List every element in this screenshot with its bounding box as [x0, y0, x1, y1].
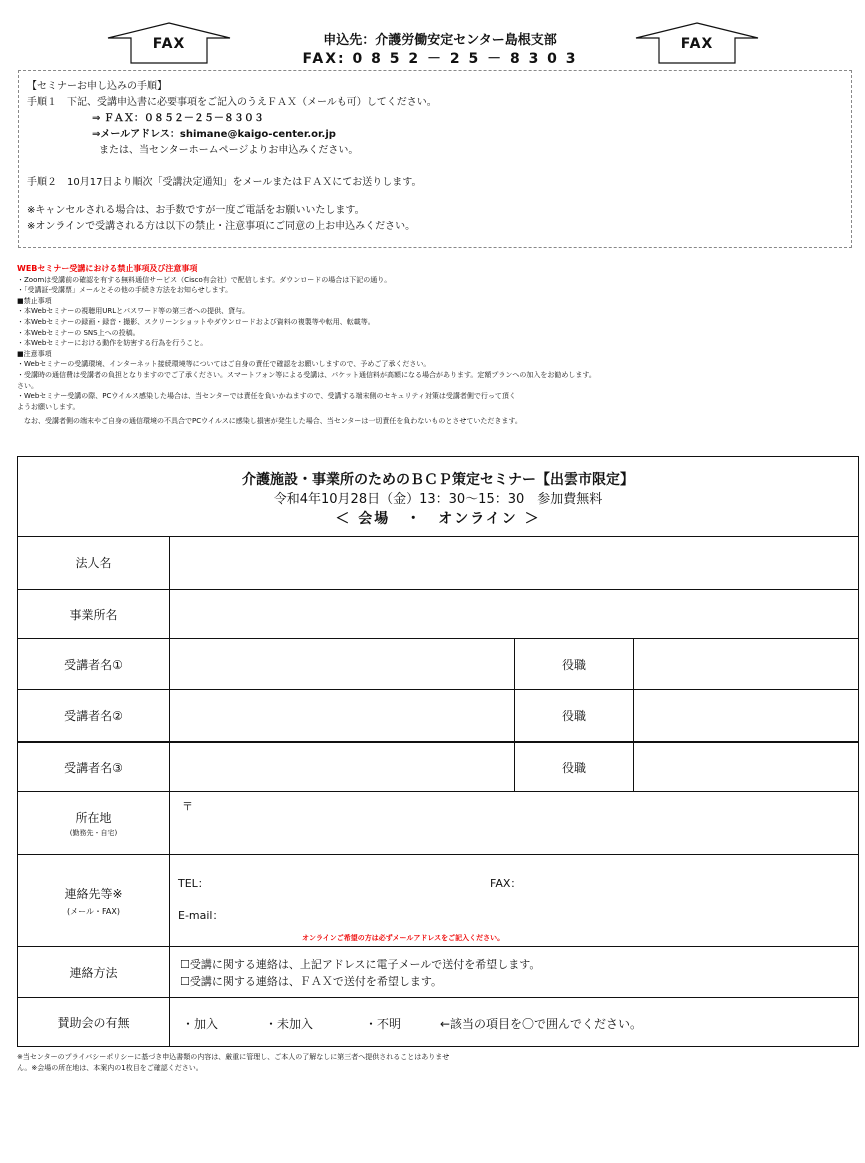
row-attendee3	[18, 743, 858, 792]
label-role: 役職	[514, 743, 634, 791]
attendee1-name-field[interactable]	[170, 639, 514, 689]
address-field[interactable]	[170, 792, 858, 854]
tel-label[interactable]: TEL：	[178, 877, 209, 890]
label-attendee3: 受講者名③	[18, 743, 170, 791]
row-membership	[18, 998, 858, 1046]
notes-heading: WEBセミナー受講における禁止事項及び注意事項	[17, 264, 198, 273]
step1-fax: ⇒ ＦＡＸ：０８５２－２５－８３０３	[92, 113, 264, 124]
attendee2-name-field[interactable]	[170, 690, 514, 741]
label-corp: 法人名	[18, 536, 170, 589]
label-contact	[18, 855, 170, 946]
label-attendee1: 受講者名①	[18, 639, 170, 689]
destination: 申込先：介護労働安定センター島根支部	[323, 33, 557, 48]
label-attendee2: 受講者名②	[18, 690, 170, 741]
step1-web: または、当センターホームページよりお申込みください。	[99, 145, 359, 156]
member-option-unknown[interactable]: ・不明	[365, 1017, 402, 1031]
notes-line: ・Zoomは受講前の確認を有する無料通信サービス（Cisco有会社）で配信します。ダウンロードの場合は下記の通り。	[17, 275, 392, 284]
row-contact	[18, 855, 858, 947]
notes-line: ■禁止事項	[17, 296, 52, 305]
method-fax-checkbox[interactable]: ☐受講に関する連絡は、ＦＡＸで送付を希望します。	[180, 975, 442, 988]
member-note: ←該当の項目を〇で囲んでください。	[440, 1017, 643, 1031]
attendee1-role-field[interactable]	[633, 639, 858, 689]
label-role: 役職	[514, 690, 634, 741]
attendee2-role-field[interactable]	[633, 690, 858, 741]
label-contact-sub: (メール・FAX)	[67, 906, 120, 916]
email-note: オンラインご希望の方は必ずメールアドレスをご記入ください。	[302, 934, 505, 942]
method-options	[170, 947, 858, 997]
notes-line: なお、受講者側の端末やご自身の通信環境の不具合でPCウイルスに感染し損害が発生した場合、当センターは一切責任を負わないものとさせていただきます。	[17, 417, 522, 426]
fax-arrow-left	[106, 22, 232, 64]
row-corp	[18, 536, 858, 590]
privacy-footer	[17, 1052, 852, 1074]
label-role: 役職	[514, 639, 634, 689]
notes-line: ・Webセミナーの受講環境、インターネット接続環境等についてはご自身の責任で確認をお願いしますので、予めご了承ください。	[17, 360, 431, 369]
attendee3-role-field[interactable]	[633, 743, 858, 791]
row-method	[18, 947, 858, 998]
instructions-box	[18, 70, 852, 248]
label-address-text: 所在地	[75, 810, 112, 825]
attendee3-name-field[interactable]	[170, 743, 514, 791]
step2: 手順２ 10月17日より順次「受講決定通知」をメールまたはＦＡＸにてお送りします。	[27, 177, 422, 188]
corp-name-field[interactable]	[170, 536, 858, 589]
label-membership: 賛助会の有無	[18, 998, 170, 1046]
method-email-checkbox[interactable]: ☐受講に関する連絡は、上記アドレスに電子メールで送付を希望します。	[180, 958, 541, 971]
fax-number: FAX: 0 8 5 2 － 2 5 － 8 3 0 3	[302, 51, 578, 67]
label-method: 連絡方法	[18, 947, 170, 997]
form-title: 介護施設・事業所のためのＢＣＰ策定セミナー【出雲市限定】	[242, 472, 634, 488]
notes-line: ・本Webセミナーにおける動作を妨害する行為を行うこと。	[17, 339, 208, 348]
notes-line: ■注意事項	[17, 349, 52, 358]
row-attendee2	[18, 690, 858, 743]
row-address	[18, 792, 858, 855]
footer-line1: ※当センターのプライバシーポリシーに基づき申込書類の内容は、厳重に管理し、ご本人の了解なしに第三者へ提供されることはありませ	[17, 1053, 450, 1061]
step1: 手順１ 下記、受講申込書に必要事項をご記入のうえＦＡＸ（メールも可）してください。	[27, 97, 437, 108]
form-venue: ＜ 会場 ・ オンライン ＞	[335, 511, 541, 527]
label-address-sub: (勤務先・自宅)	[69, 828, 118, 837]
notes-line: ・「受講証-受講票」メールとその他の手続き方法をお知らせします。	[17, 286, 233, 295]
row-attendee1	[18, 639, 858, 690]
notes-line: ようお願いします。	[17, 402, 80, 411]
notes-line: ・受講時の通信費は受講者の負担となりますのでご了承ください。スマートフォン等による受講は、パケット通信料が高額になる場合があります。定額プランへの加入をお勧めします。	[17, 370, 596, 379]
fax-label-right: FAX	[680, 36, 714, 52]
membership-options	[170, 998, 858, 1046]
notes-line: さい。	[17, 381, 38, 390]
note-online: ※オンラインで受講される方は以下の禁止・注意事項にご同意の上お申込みください。	[27, 221, 416, 232]
member-option-not-joined[interactable]: ・未加入	[265, 1017, 314, 1031]
label-address	[18, 792, 170, 854]
step1-mail: ⇒メールアドレス：shimane@kaigo-center.or.jp	[92, 129, 336, 140]
notes-line: ・本Webセミナーの視聴用URLとパスワード等の第三者への提供、貸与。	[17, 307, 250, 316]
fax-label[interactable]: FAX：	[490, 877, 522, 890]
office-name-field[interactable]	[170, 590, 858, 638]
notes-line: ・本Webセミナーの SNS上への投稿。	[17, 328, 140, 337]
form-title-box	[18, 457, 858, 537]
note-cancel: ※キャンセルされる場合は、お手数ですが一度ご電話をお願いいたします。	[27, 205, 365, 216]
row-office	[18, 590, 858, 639]
notes-line: ・Webセミナー受講の際、PCウイルス感染した場合は、当センターでは責任を負いかねますので、受講する端末側のセキュリティ対策は受講者側で行って頂く	[17, 392, 516, 401]
contact-field	[170, 855, 858, 946]
fax-arrow-right	[634, 22, 760, 64]
member-option-joined[interactable]: ・加入	[182, 1017, 219, 1031]
application-form	[17, 456, 859, 1047]
footer-line2: ん。※会場の所在地は、本案内の1枚目をご確認ください。	[17, 1064, 203, 1072]
notes-section	[17, 264, 852, 427]
instructions-heading: 【セミナーお申し込みの手順】	[27, 81, 167, 92]
label-contact-text: 連絡先等※	[64, 886, 123, 901]
postal-mark: 〒	[182, 800, 193, 813]
form-date: 令和4年10月28日（金）13：30～15：30 参加費無料	[273, 492, 603, 507]
label-office: 事業所名	[18, 590, 170, 638]
notes-line: ・本Webセミナーの録画・録音・撮影、スクリーンショットやダウンロードおよび資料の複製等や転用、転載等。	[17, 317, 375, 326]
fax-label-left: FAX	[152, 36, 186, 52]
email-label[interactable]: E-mail：	[178, 909, 224, 922]
